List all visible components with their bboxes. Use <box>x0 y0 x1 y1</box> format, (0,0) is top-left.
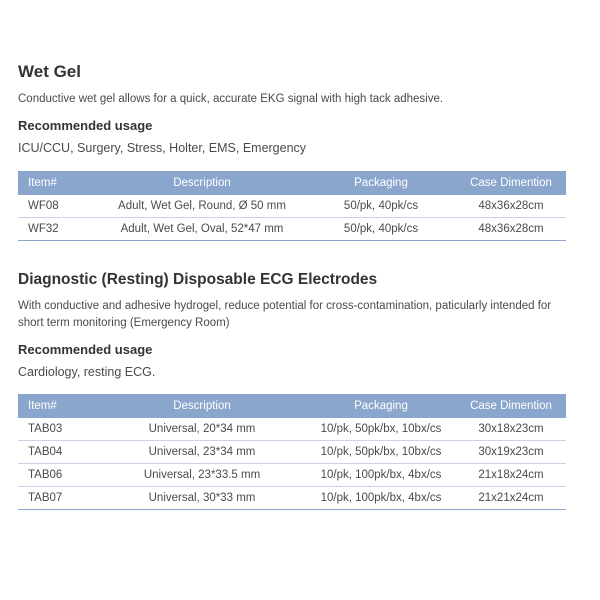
cell-description: Universal, 23*33.5 mm <box>98 464 306 487</box>
section-wet-gel <box>18 62 566 241</box>
column-header-description: Description <box>98 171 306 195</box>
table-header-row <box>18 171 566 195</box>
cell-case-dimention: 30x18x23cm <box>456 418 566 441</box>
cell-description: Universal, 23*34 mm <box>98 441 306 464</box>
spec-table-wet-gel <box>18 171 566 241</box>
cell-case-dimention: 21x21x24cm <box>456 487 566 510</box>
cell-case-dimention: 48x36x28cm <box>456 195 566 218</box>
column-header-case-dimention: Case Dimention <box>456 394 566 418</box>
column-header-item: Item# <box>18 394 98 418</box>
table-row <box>18 418 566 441</box>
cell-item: WF08 <box>18 195 98 218</box>
cell-packaging: 10/pk, 100pk/bx, 4bx/cs <box>306 464 456 487</box>
table-row <box>18 217 566 240</box>
recommended-usage-text: Cardiology, resting ECG. <box>18 364 156 379</box>
column-header-description: Description <box>98 394 306 418</box>
cell-item: TAB04 <box>18 441 98 464</box>
cell-packaging: 10/pk, 100pk/bx, 4bx/cs <box>306 487 456 510</box>
cell-description: Universal, 20*34 mm <box>98 418 306 441</box>
column-header-item: Item# <box>18 171 98 195</box>
cell-description: Adult, Wet Gel, Oval, 52*47 mm <box>98 217 306 240</box>
section-description: With conductive and adhesive hydrogel, reduce potential for cross-contamination, paticularly intended for short term monitoring (Emergency Room) <box>18 300 552 329</box>
recommended-usage-text: ICU/CCU, Surgery, Stress, Holter, EMS, Emergency <box>18 141 307 156</box>
cell-case-dimention: 48x36x28cm <box>456 217 566 240</box>
section-diagnostic-resting <box>18 271 566 510</box>
section-spacer <box>18 257 566 271</box>
column-header-packaging: Packaging <box>306 171 456 195</box>
table-row <box>18 487 566 510</box>
cell-case-dimention: 21x18x24cm <box>456 464 566 487</box>
cell-item: TAB07 <box>18 487 98 510</box>
cell-item: WF32 <box>18 217 98 240</box>
section-title: Diagnostic (Resting) Disposable ECG Electrodes <box>18 270 378 288</box>
cell-description: Adult, Wet Gel, Round, Ø 50 mm <box>98 195 306 218</box>
section-description: Conductive wet gel allows for a quick, accurate EKG signal with high tack adhesive. <box>18 93 444 106</box>
recommended-usage-heading: Recommended usage <box>18 118 153 134</box>
cell-packaging: 50/pk, 40pk/cs <box>306 195 456 218</box>
cell-description: Universal, 30*33 mm <box>98 487 306 510</box>
spec-table-diagnostic-resting <box>18 394 566 510</box>
column-header-packaging: Packaging <box>306 394 456 418</box>
table-header-row <box>18 394 566 418</box>
table-row <box>18 441 566 464</box>
table-row <box>18 464 566 487</box>
cell-item: TAB03 <box>18 418 98 441</box>
cell-case-dimention: 30x19x23cm <box>456 441 566 464</box>
cell-item: TAB06 <box>18 464 98 487</box>
column-header-case-dimention: Case Dimention <box>456 171 566 195</box>
cell-packaging: 10/pk, 50pk/bx, 10bx/cs <box>306 418 456 441</box>
cell-packaging: 50/pk, 40pk/cs <box>306 217 456 240</box>
section-title: Wet Gel <box>18 62 81 81</box>
recommended-usage-heading: Recommended usage <box>18 341 153 357</box>
table-row <box>18 195 566 218</box>
cell-packaging: 10/pk, 50pk/bx, 10bx/cs <box>306 441 456 464</box>
